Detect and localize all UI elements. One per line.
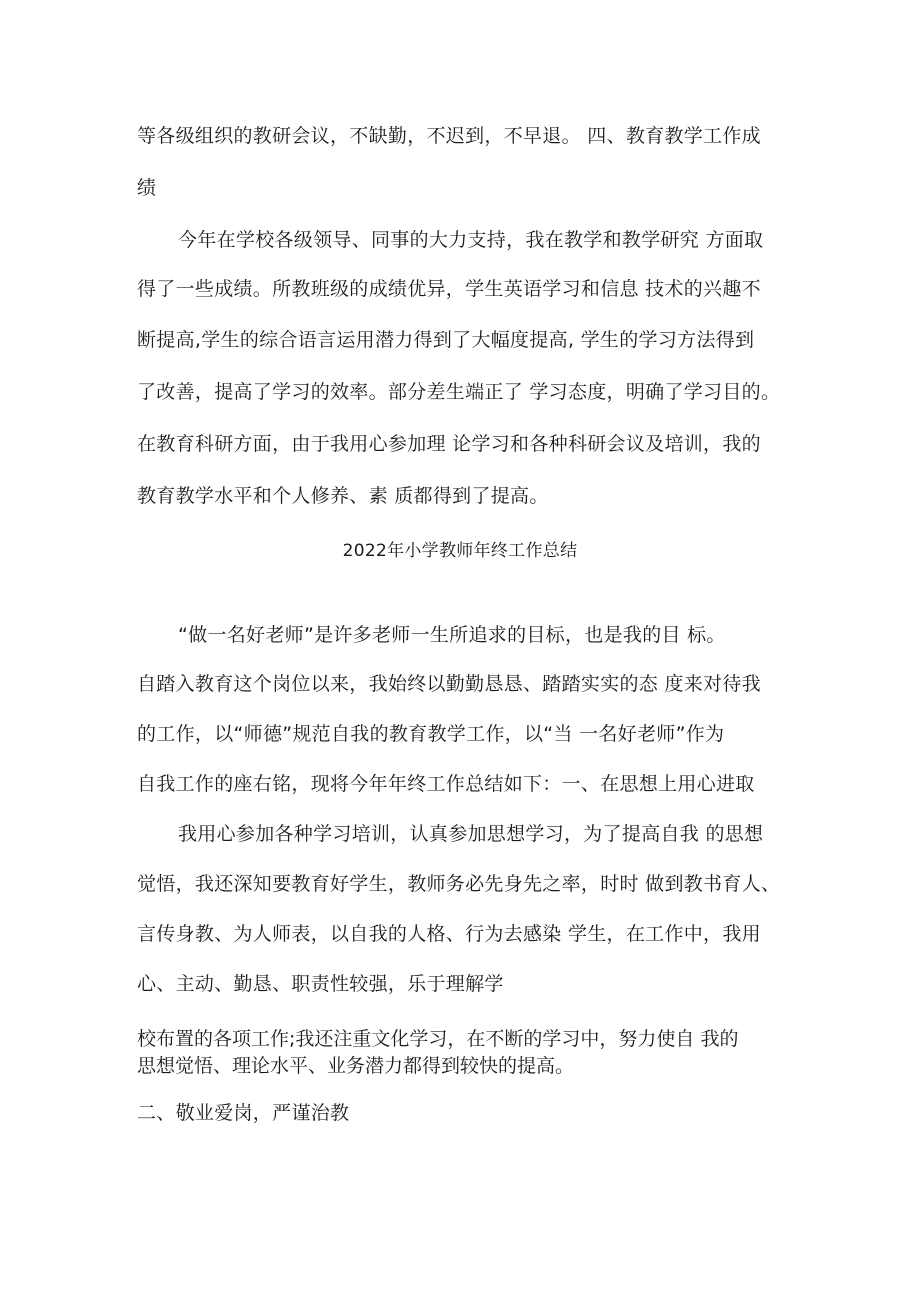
paragraph-line: 校布置的各项工作;我还注重文化学习，在不断的学习中，努力使自 我的 (137, 1028, 739, 1050)
paragraph-line: 今年在学校各级领导、同事的大力支持，我在教学和教学研究 方面取 (178, 229, 764, 251)
paragraph-line: 觉悟，我还深知要教育好学生，教师务必先身先之率，时时 做到教书育人、 (137, 873, 781, 895)
paragraph-line: 的工作，以“师德”规范自我的教育教学工作，以“当 一名好老师”作为 (137, 723, 725, 745)
paragraph-line: 等各级组织的教研会议，不缺勤，不迟到，不早退。 四、教育教学工作成 (137, 125, 761, 147)
paragraph-line: 在教育科研方面，由于我用心参加理 论学习和各种科研会议及培训，我的 (137, 433, 761, 455)
section-heading: 二、敬业爱岗，严谨治教 (137, 1102, 350, 1124)
paragraph-line: “做一名好老师”是许多老师一生所追求的目标，也是我的目 标。 (178, 624, 726, 646)
paragraph-line: 教育教学水平和个人修养、素 质都得到了提高。 (137, 485, 549, 507)
paragraph-line: 心、主动、勤恳、职责性较强，乐于理解学 (137, 973, 504, 995)
paragraph-line: 绩 (137, 177, 157, 199)
paragraph-line: 言传身教、为人师表，以自我的人格、行为去感染 学生，在工作中，我用 (137, 923, 761, 945)
paragraph-line: 了改善，提高了学习的效率。部分差生端正了 学习态度，明确了学习目的。 (137, 381, 781, 403)
paragraph-line: 得了一些成绩。所教班级的成绩优异，学生英语学习和信息 技术的兴趣不 (137, 278, 761, 300)
paragraph-line: 断提高,学生的综合语言运用潜力得到了大幅度提高, 学生的学习方法得到 (137, 329, 755, 351)
paragraph-line: 思想觉悟、理论水平、业务潜力都得到较快的提高。 (137, 1055, 575, 1077)
paragraph-line: 自我工作的座右铭，现将今年年终工作总结如下：一、在思想上用心进取 (137, 773, 755, 795)
document-title: 2022年小学教师年终工作总结 (342, 541, 578, 561)
paragraph-line: 自踏入教育这个岗位以来，我始终以勤勤恳恳、踏踏实实的态 度来对待我 (137, 673, 761, 695)
paragraph-line: 我用心参加各种学习培训，认真参加思想学习，为了提高自我 的思想 (178, 823, 764, 845)
